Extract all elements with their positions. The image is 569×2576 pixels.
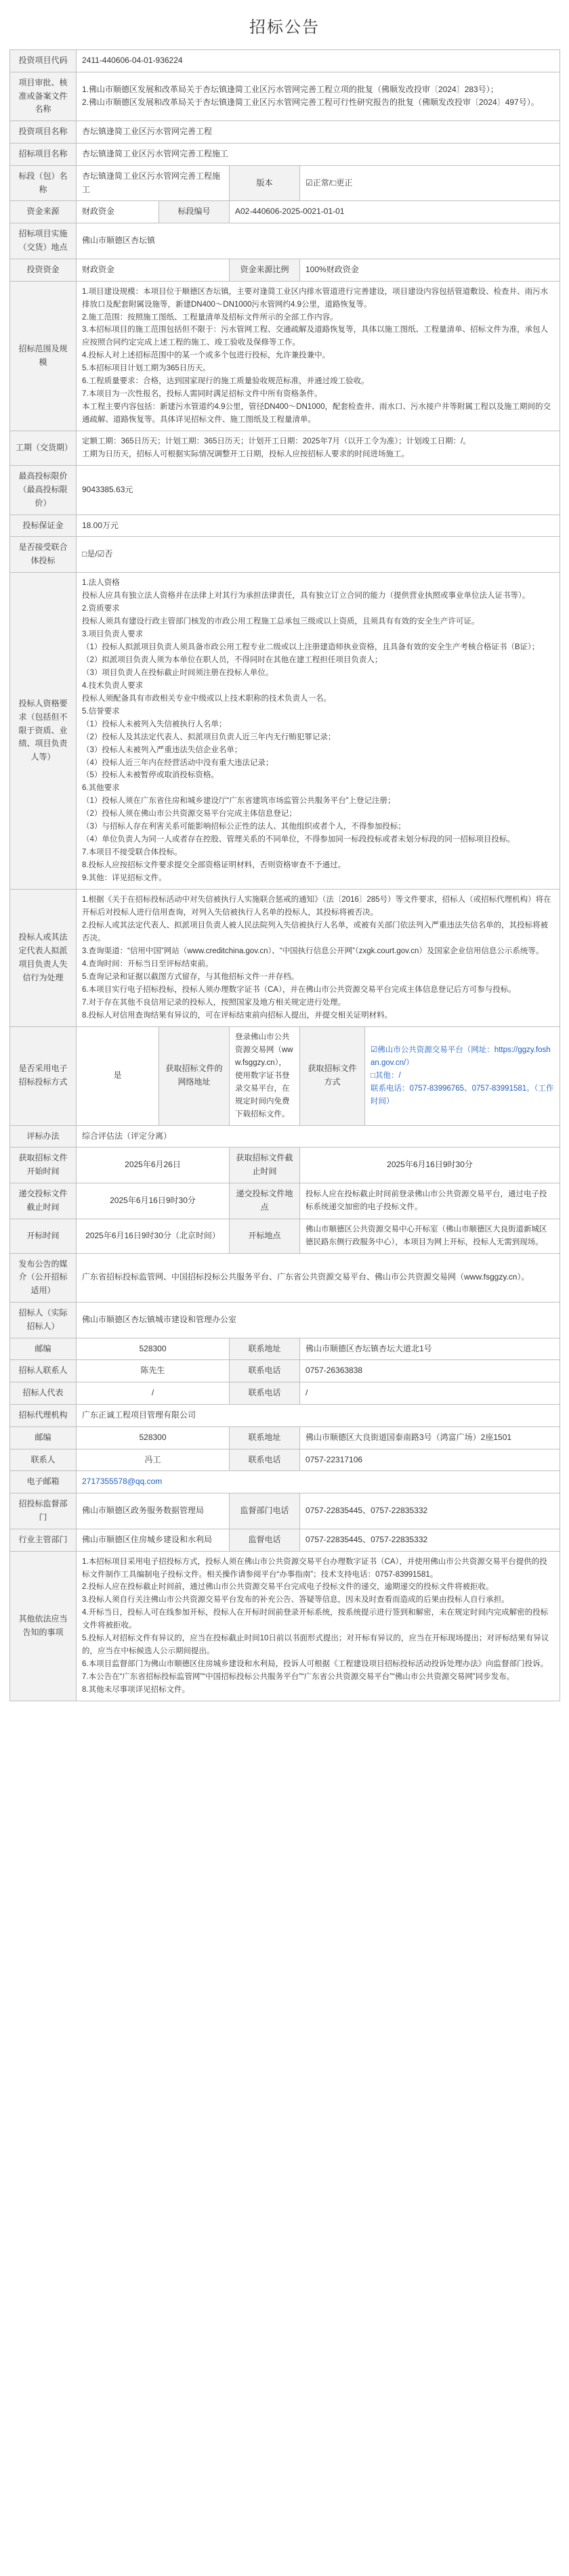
label-tenderer-rep-phone: 联系电话 xyxy=(230,1382,300,1405)
row-agency-email xyxy=(10,1471,560,1493)
value-section-name: 杏坛镇逢简工业区污水管网完善工程施工 xyxy=(77,165,230,201)
label-doc-get-method: 获取招标文件的网络地址 xyxy=(159,1026,230,1125)
label-funding-ratio: 资金来源比例 xyxy=(230,259,300,281)
value-funding: 财政资金 xyxy=(77,201,159,223)
value-doc-end: 2025年6月16日9时30分 xyxy=(300,1148,560,1183)
value-invest-amount: 财政资金 xyxy=(77,259,230,281)
label-project-code: 投资项目代码 xyxy=(10,50,77,72)
label-project-name: 投资项目名称 xyxy=(10,121,77,144)
value-duration: 定额工期：365日历天；计划工期：365日历天；计划开工日期：2025年7月（以开工令为准）；计划竣工日期：/。 工期为日历天，招标人可根据实际情况调整开工日期，投标人应按招标人要求的时间进场施工。 xyxy=(77,431,560,466)
row-bid-eval xyxy=(10,1125,560,1148)
value-agency-contact: 冯工 xyxy=(77,1449,230,1471)
value-doc-method: 是 xyxy=(77,1026,159,1125)
row-doc-time xyxy=(10,1148,560,1183)
label-doc-start: 获取招标文件开始时间 xyxy=(10,1148,77,1183)
row-project-code xyxy=(10,50,560,72)
value-location: 佛山市顺德区杏坛镇 xyxy=(77,223,560,259)
row-consortium xyxy=(10,537,560,573)
row-tenderer xyxy=(10,1302,560,1338)
value-max-price: 9043385.63元 xyxy=(77,466,560,515)
value-publish-media: 广东省招标投标监管网、中国招标投标公共服务平台、广东省公共资源交易平台、佛山市公共资源交易网（www.fsggzy.cn）。 xyxy=(77,1253,560,1302)
value-bid-eval: 综合评估法（评定分离） xyxy=(77,1125,560,1148)
value-tenderer-phone: 0757-26363838 xyxy=(300,1360,560,1382)
label-credit: 投标人或其法定代表人拟派项目负责人失信行为处理 xyxy=(10,890,77,1027)
label-doc-end: 获取招标文件截止时间 xyxy=(230,1148,300,1183)
value-qualification: 1.法人资格 投标人应具有独立法人资格并在法律上对其行为承担法律责任，具有独立订立合同的能力（提供营业执照或事业单位法人证书等）。 2.资质要求 投标人须具有建设行政主管部门核发的市政公用工程施工总承包三级或以上资质，且须具有有效的安全生产许可证。 3.项目负责人要求 （1）投标人拟派项目负责人须具备市政公用工程专业二级或以上注册建造师执业资格，且具备有效的安全生产考核合格证书（B证）； （2）拟派项目负责人须为本单位在职人员，不得同时在其他在建工程担任项目负责人； （3）项目负责人在投标截止时间须注册在投标人单位。 4.技术负责人要求 投标人须配备具有市政相关专业中级或以上技术职称的技术负责人一名。 5.信誉要求 （1）投标人未被列入失信被执行人名单； （2）投标人及其法定代表人、拟派项目负责人近三年内无行贿犯罪记录； （3）投标人未被列入严重违法失信企业名单； （4）投标人近三年内在经营活动中没有重大违法记录； （5）投标人未被暂停或取消投标资格。 6.其他要求 （1）投标人须在广东省住房和城乡建设厅“广东省建筑市场监管公共服务平台”上登记注册； （2）投标人须在佛山市公共资源交易平台完成主体信息登记； （3）与招标人存在利害关系可能影响招标公正性的法人、其他组织或者个人，不得参加投标； （4）单位负责人为同一人或者存在控股、管理关系的不同单位，不得参加同一标段投标或者未划分标段的同一招标项目投标。 7.本项目不接受联合体投标。 8.投标人应按招标文件要求提交全部资格证明材料，否则资格审查不予通过。 9.其他：详见招标文件。 xyxy=(77,572,560,889)
row-tenderer-rep xyxy=(10,1382,560,1405)
label-agency-postal: 邮编 xyxy=(10,1426,77,1449)
value-agency-address: 佛山市顺德区大良街道国泰南路3号（鸿富广场）2座1501 xyxy=(300,1426,560,1449)
label-approval-doc: 项目审批、核准或备案文件名称 xyxy=(10,72,77,121)
value-tenderer-rep-phone: / xyxy=(300,1382,560,1405)
label-submit-end: 递交投标文件截止时间 xyxy=(10,1183,77,1219)
value-agency: 广东正诚工程项目管理有限公司 xyxy=(77,1404,560,1426)
row-agency-contact xyxy=(10,1449,560,1471)
value-doc-get-method: 登录佛山市公共资源交易网（www.fsggzy.cn），使用数字证书登录交易平台，在规定时间内免费下载招标文件。 xyxy=(230,1026,300,1125)
label-doc-get-addr: 获取招标文件方式 xyxy=(300,1026,365,1125)
label-max-price: 最高投标限价（最高投标限价） xyxy=(10,466,77,515)
row-duration xyxy=(10,431,560,466)
label-funding: 资金来源 xyxy=(10,201,77,223)
value-project-name: 杏坛镇逢简工业区污水管网完善工程 xyxy=(77,121,560,144)
row-location xyxy=(10,223,560,259)
value-supervise: 佛山市顺德区政务服务数据管理局 xyxy=(77,1493,230,1529)
row-bid-project-name xyxy=(10,143,560,165)
value-tenderer-postal: 528300 xyxy=(77,1338,230,1360)
value-funding-ratio: 100%财政资金 xyxy=(300,259,560,281)
row-project-name xyxy=(10,121,560,144)
row-agency-postal xyxy=(10,1426,560,1449)
value-tenderer-contact: 陈先生 xyxy=(77,1360,230,1382)
value-tenderer-rep: / xyxy=(77,1382,230,1405)
label-invest-amount: 投资资金 xyxy=(10,259,77,281)
value-deposit: 18.00万元 xyxy=(77,515,560,537)
label-qualification: 投标人资格要求（包括但不限于资质、业绩、项目负责人等） xyxy=(10,572,77,889)
value-doc-get-addr[interactable]: ☑佛山市公共资源交易平台（网址：https://ggzy.foshan.gov.cn/） □其他：/ 联系电话：0757-83996765、0757-83991581。（工作时间） xyxy=(365,1026,560,1125)
value-consortium: □是/☑否 xyxy=(77,537,560,573)
label-agency-email: 电子邮箱 xyxy=(10,1471,77,1493)
notice-table xyxy=(9,49,560,1701)
value-doc-start: 2025年6月26日 xyxy=(77,1148,230,1183)
value-tenderer-name: 佛山市顺德区杏坛镇城市建设和管理办公室 xyxy=(77,1302,560,1338)
value-submit-end: 2025年6月16日9时30分 xyxy=(77,1183,230,1219)
label-submit-place: 递交投标文件地点 xyxy=(230,1183,300,1219)
value-agency-email[interactable]: 2717355578@qq.com xyxy=(77,1471,560,1493)
label-scope: 招标范围及规模 xyxy=(10,281,77,431)
row-tenderer-contact xyxy=(10,1360,560,1382)
row-section xyxy=(10,165,560,201)
row-credit xyxy=(10,890,560,1027)
value-agency-postal: 528300 xyxy=(77,1426,230,1449)
label-bid-eval: 评标办法 xyxy=(10,1125,77,1148)
value-credit: 1.根据《关于在招标投标活动中对失信被执行人实施联合惩戒的通知》（法〔2016〕285号）等文件要求，招标人（或招标代理机构）将在开标后对投标人进行信用查询，对列入失信被执行人名单的投标人，其投标将被否决。 2.投标人或其法定代表人、拟派项目负责人被人民法院列入失信被执行人名单，或被有关部门依法列入严重违法失信名单的，其投标将被否决。 3.查询渠道：“信用中国”网站（www.creditchina.gov.cn）、“中国执行信息公开网”（zxgk.court.gov.cn）及国家企业信用信息公示系统等。 4.查询时间：开标当日至评标结束前。 5.查询记录和证据以截图方式留存，与其他招标文件一并存档。 6.本项目实行电子招标投标，投标人须办理数字证书（CA），并在佛山市公共资源交易平台完成主体信息登记后方可参与投标。 7.对于存在其他不良信用记录的投标人，按照国家及地方相关规定进行处理。 8.投标人对信用查询结果有异议的，可在评标结束前向招标人提出，并提交相关证明材料。 xyxy=(77,890,560,1027)
label-tenderer-contact: 招标人联系人 xyxy=(10,1360,77,1382)
label-doc-method: 是否采用电子招标投标方式 xyxy=(10,1026,77,1125)
label-edition: 版本 xyxy=(230,165,300,201)
row-supervise xyxy=(10,1493,560,1529)
label-dept-phone: 监督电话 xyxy=(230,1529,300,1551)
row-open xyxy=(10,1219,560,1253)
row-approval-doc xyxy=(10,72,560,121)
value-bid-project-name: 杏坛镇逢简工业区污水管网完善工程施工 xyxy=(77,143,560,165)
row-other xyxy=(10,1551,560,1701)
label-tenderer-postal: 邮编 xyxy=(10,1338,77,1360)
row-dept xyxy=(10,1529,560,1551)
label-other: 其他依法应当告知的事项 xyxy=(10,1551,77,1701)
label-consortium: 是否接受联合体投标 xyxy=(10,537,77,573)
row-max-price xyxy=(10,466,560,515)
label-supervise: 招投标监督部门 xyxy=(10,1493,77,1529)
value-other: 1.本招标项目采用电子招投标方式，投标人须在佛山市公共资源交易平台办理数字证书（CA），并使用佛山市公共资源交易平台提供的投标文件制作工具编制电子投标文件。相关操作请参阅平台“办事指南”；技术支持电话：0757-83991581。 2.投标人应在投标截止时间前，通过佛山市公共资源交易平台完成电子投标文件的递交，逾期递交的投标文件将被拒收。 3.投标人须自行关注佛山市公共资源交易平台发布的补充公告、答疑等信息，因未及时查看而造成的后果由投标人自行承担。 4.开标当日，投标人可在线参加开标，投标人在开标时间前登录开标系统，按系统提示进行签到和解密，未在规定时间内完成解密的投标文件将被拒收。 5.投标人对招标文件有异议的，应当在投标截止时间10日前以书面形式提出；对开标有异议的，应当在开标现场提出；对评标结果有异议的，应当在中标候选人公示期间提出。 6.本项目监督部门为佛山市顺德区住房城乡建设和水利局，投诉人可根据《工程建设项目招标投标活动投诉处理办法》向监督部门投诉。 7.本公告在“广东省招标投标监管网”“中国招标投标公共服务平台”“广东省公共资源交易平台”“佛山市公共资源交易网”同步发布。 8.其他未尽事项详见招标文件。 xyxy=(77,1551,560,1701)
label-dept: 行业主管部门 xyxy=(10,1529,77,1551)
value-dept: 佛山市顺德区住房城乡建设和水利局 xyxy=(77,1529,230,1551)
row-doc-method xyxy=(10,1026,560,1125)
row-scope xyxy=(10,281,560,431)
row-tenderer-postal xyxy=(10,1338,560,1360)
label-section-code: 标段编号 xyxy=(159,201,230,223)
value-approval-doc: 1.佛山市顺德区发展和改革局关于杏坛镇逢简工业区污水管网完善工程立项的批复（佛顺发改投审〔2024〕283号）； 2.佛山市顺德区发展和改革局关于杏坛镇逢简工业区污水管网完善工程可行性研究报告的批复（佛顺发改投审〔2024〕497号）。 xyxy=(77,72,560,121)
value-scope: 1.项目建设规模：本项目位于顺德区杏坛镇，主要对逢简工业区内排水管道进行完善建设，项目建设内容包括管道敷设、检查井、雨污水排放口及配套附属设施等，新建DN400～DN1000污水管网约4.9公里，道路恢复等。 2.施工范围：按照施工图纸、工程量清单及招标文件所示的全部工作内容。 3.本招标项目的施工范围包括但不限于：污水管网工程、交通疏解及道路恢复等，具体以施工图纸、工程量清单、招标文件为准，承包人应按照合同约定完成上述工程的施工、竣工验收及保修等工作。 4.投标人对上述招标范围中的某一个或多个包进行投标，允许兼投兼中。 5.本招标项目计划工期为365日历天。 6.工程质量要求：合格，达到国家现行的施工质量验收规范标准，并通过竣工验收。 7.本项目为一次性报名，投标人需同时满足招标文件中所有资格条件。 本工程主要内容包括：新建污水管道约4.9公里，管径DN400～DN1000，配套检查井、雨水口、污水接户井等附属工程以及施工期间的交通疏解、道路恢复等。具体详见招标文件、施工图纸及工程量清单。 xyxy=(77,281,560,431)
row-submit xyxy=(10,1183,560,1219)
label-open-time: 开标时间 xyxy=(10,1219,77,1253)
value-supervise-phone: 0757-22835445、0757-22835332 xyxy=(300,1493,560,1529)
label-agency-phone: 联系电话 xyxy=(230,1449,300,1471)
value-tenderer-address: 佛山市顺德区杏坛镇杏坛大道北1号 xyxy=(300,1338,560,1360)
value-open-time: 2025年6月16日9时30分（北京时间） xyxy=(77,1219,230,1253)
label-bid-project-name: 招标项目名称 xyxy=(10,143,77,165)
value-open-place: 佛山市顺德区公共资源交易中心开标室（佛山市顺德区大良街道新城区德民路东侧行政服务中心），本项目为网上开标，投标人无需到现场。 xyxy=(300,1219,560,1253)
label-tenderer-rep: 招标人代表 xyxy=(10,1382,77,1405)
label-section-name: 标段（包）名称 xyxy=(10,165,77,201)
label-tenderer-address: 联系地址 xyxy=(230,1338,300,1360)
label-deposit: 投标保证金 xyxy=(10,515,77,537)
label-location: 招标项目实施（交货）地点 xyxy=(10,223,77,259)
label-agency: 招标代理机构 xyxy=(10,1404,77,1426)
label-tenderer-section: 招标人（实际招标人） xyxy=(10,1302,77,1338)
label-publish-media: 发布公告的媒介（公开招标适用） xyxy=(10,1253,77,1302)
row-deposit xyxy=(10,515,560,537)
row-qualification xyxy=(10,572,560,889)
label-agency-contact: 联系人 xyxy=(10,1449,77,1471)
row-invest xyxy=(10,259,560,281)
value-agency-phone: 0757-22317106 xyxy=(300,1449,560,1471)
page-title: 招标公告 xyxy=(249,18,320,37)
label-tenderer-phone: 联系电话 xyxy=(230,1360,300,1382)
label-open-place: 开标地点 xyxy=(230,1219,300,1253)
row-publish-media xyxy=(10,1253,560,1302)
row-section-code xyxy=(10,201,560,223)
value-submit-place: 投标人应在投标截止时间前登录佛山市公共资源交易平台，通过电子投标系统递交加密的电子投标文件。 xyxy=(300,1183,560,1219)
value-dept-phone: 0757-22835445、0757-22835332 xyxy=(300,1529,560,1551)
label-duration: 工期（交货期） xyxy=(10,431,77,466)
label-agency-address: 联系地址 xyxy=(230,1426,300,1449)
row-agency xyxy=(10,1404,560,1426)
value-project-code: 2411-440606-04-01-936224 xyxy=(77,50,560,72)
label-supervise-phone: 监督部门电话 xyxy=(230,1493,300,1529)
value-edition: ☑正常/□更正 xyxy=(300,165,560,201)
value-section-code: A02-440606-2025-0021-01-01 xyxy=(230,201,560,223)
